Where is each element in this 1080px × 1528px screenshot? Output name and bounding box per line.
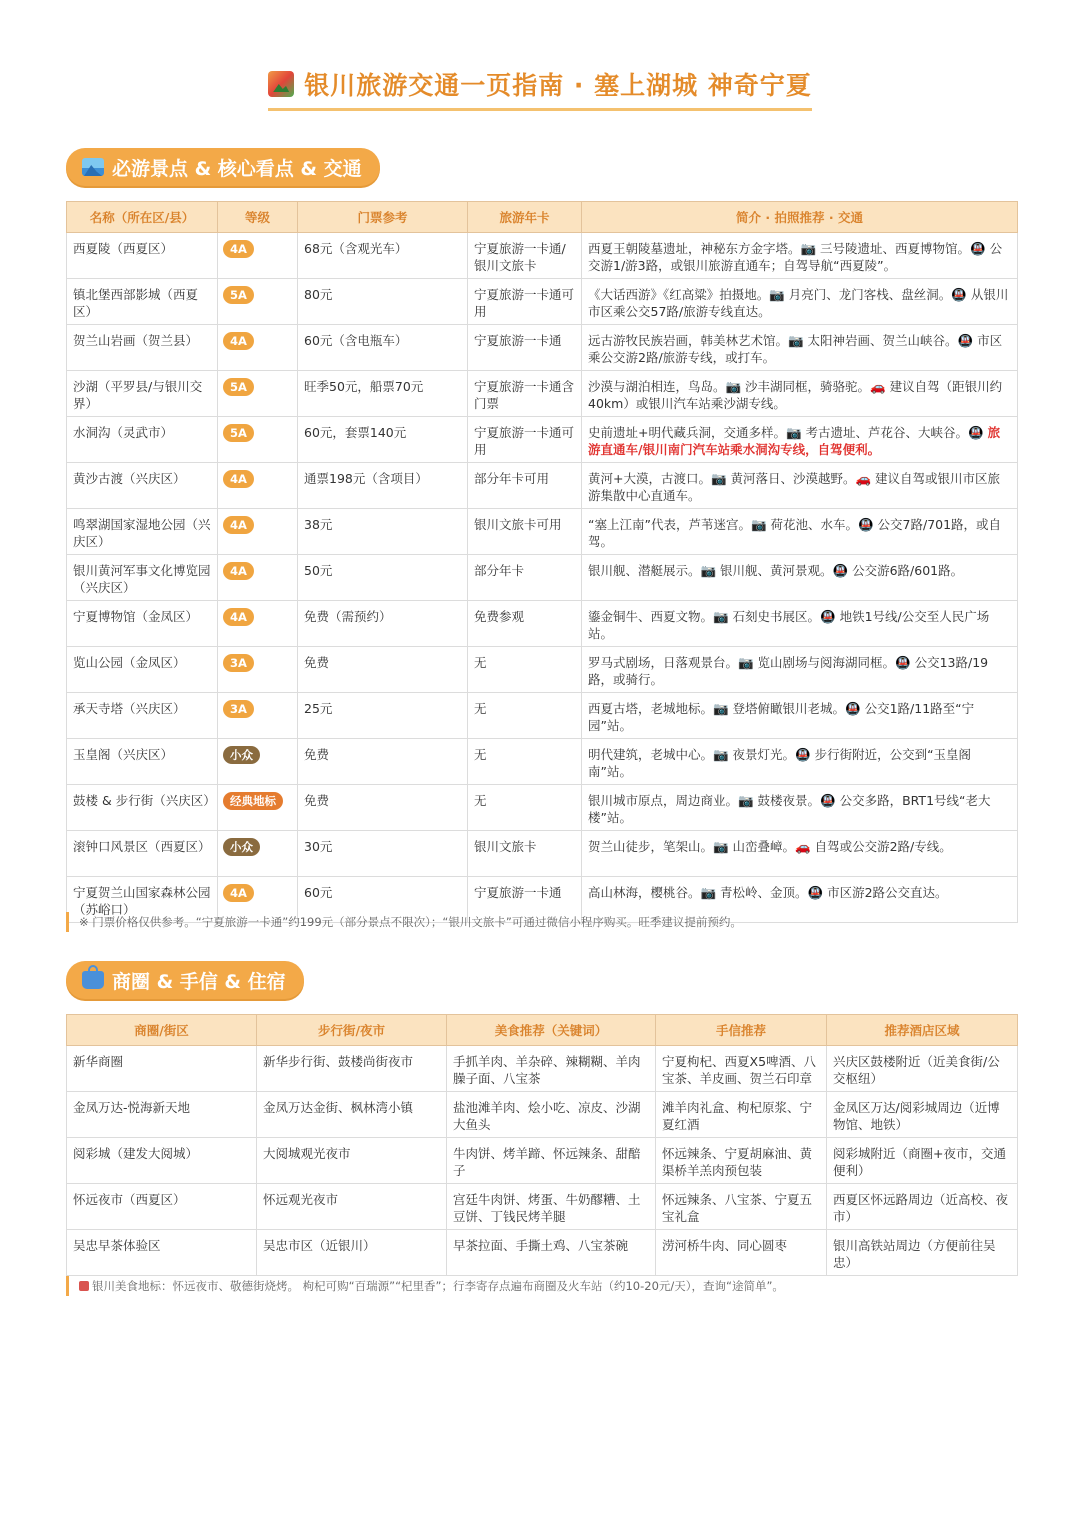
intro-cell bbox=[582, 463, 1018, 509]
level-cell bbox=[218, 555, 298, 601]
table-header: 旅游年卡 bbox=[468, 202, 582, 233]
travel-card: 宁夏旅游一卡通可用 bbox=[468, 417, 582, 463]
level-badge: 4A bbox=[223, 516, 254, 534]
intro-cell bbox=[582, 509, 1018, 555]
intro-cell bbox=[582, 831, 1018, 877]
intro-cell bbox=[582, 417, 1018, 463]
table-row bbox=[67, 785, 1018, 831]
ticket-price: 免费（需预约） bbox=[298, 601, 468, 647]
table-cell: 宫廷牛肉饼、烤蛋、牛奶醪糟、土豆饼、丁钱民烤羊腿 bbox=[447, 1184, 656, 1230]
intro-cell bbox=[582, 325, 1018, 371]
table-cell: 怀远辣条、八宝茶、宁夏五宝礼盒 bbox=[656, 1184, 827, 1230]
level-cell bbox=[218, 509, 298, 555]
level-badge: 4A bbox=[223, 562, 254, 580]
table-row bbox=[67, 1230, 1018, 1276]
travel-card: 无 bbox=[468, 785, 582, 831]
table-header: 美食推荐（关键词） bbox=[447, 1015, 656, 1046]
intro-text: 沙漠与湖泊相连，鸟岛。📷 沙丰湖同框，骑骆驼。🚗 建议自驾（距银川约40km）或银川汽车站乘沙湖专线。 bbox=[588, 379, 1003, 411]
shopping-note bbox=[66, 1276, 784, 1296]
table-cell: 宁夏枸杞、西夏X5啤酒、八宝茶、羊皮画、贺兰石印章 bbox=[656, 1046, 827, 1092]
landscape-icon bbox=[268, 71, 294, 97]
intro-text: 《大话西游》《红高粱》拍摄地。📷 月亮门、龙门客栈、盘丝洞。🚇 从银川市区乘公交57路/旅游专线直达。 bbox=[588, 287, 1009, 319]
table-header: 等级 bbox=[218, 202, 298, 233]
table-cell: 怀远夜市（西夏区） bbox=[67, 1184, 257, 1230]
page-title bbox=[268, 66, 812, 111]
intro-highlight: 旅游直通车/银川南门汽车站乘水洞沟专线，自驾便利。 bbox=[588, 425, 1001, 457]
level-cell bbox=[218, 463, 298, 509]
travel-card: 无 bbox=[468, 693, 582, 739]
level-badge: 4A bbox=[223, 470, 254, 488]
section-shopping-label: 商圈 & 手信 & 住宿 bbox=[112, 970, 286, 993]
ticket-price: 免费 bbox=[298, 739, 468, 785]
intro-text: 银川城市原点，周边商业。📷 鼓楼夜景。🚇 公交多路，BRT1号线“老大楼”站。 bbox=[588, 793, 991, 825]
table-cell: 滩羊肉礼盒、枸杞原浆、宁夏红酒 bbox=[656, 1092, 827, 1138]
table-row bbox=[67, 463, 1018, 509]
attraction-name: 黄沙古渡（兴庆区） bbox=[67, 463, 218, 509]
level-badge: 3A bbox=[223, 700, 254, 718]
intro-text: 西夏古塔，老城地标。📷 登塔俯瞰银川老城。🚇 公交1路/11路至“宁园”站。 bbox=[588, 701, 975, 733]
ticket-price: 68元（含观光车） bbox=[298, 233, 468, 279]
table-cell: 兴庆区鼓楼附近（近美食街/公交枢纽） bbox=[827, 1046, 1018, 1092]
attraction-name: 银川黄河军事文化博览园（兴庆区） bbox=[67, 555, 218, 601]
travel-card: 无 bbox=[468, 739, 582, 785]
intro-text: 高山林海，樱桃谷。📷 青松岭、金顶。🚇 市区游2路公交直达。 bbox=[588, 885, 948, 900]
food-icon bbox=[79, 1281, 89, 1291]
table-cell: 手抓羊肉、羊杂碎、辣糊糊、羊肉臊子面、八宝茶 bbox=[447, 1046, 656, 1092]
table-row bbox=[67, 1184, 1018, 1230]
table-header: 推荐酒店区域 bbox=[827, 1015, 1018, 1046]
table-row bbox=[67, 509, 1018, 555]
table-row bbox=[67, 1138, 1018, 1184]
intro-cell bbox=[582, 785, 1018, 831]
level-cell bbox=[218, 417, 298, 463]
table-cell: 大阅城观光夜市 bbox=[257, 1138, 447, 1184]
intro-cell bbox=[582, 371, 1018, 417]
level-cell bbox=[218, 785, 298, 831]
attraction-name: 玉皇阁（兴庆区） bbox=[67, 739, 218, 785]
table-header: 步行街/夜市 bbox=[257, 1015, 447, 1046]
level-cell bbox=[218, 693, 298, 739]
page-title-text: 银川旅游交通一页指南 · 塞上湖城 神奇宁夏 bbox=[304, 71, 812, 100]
ticket-price: 60元 bbox=[298, 877, 468, 923]
level-badge: 5A bbox=[223, 286, 254, 304]
table-header: 商圈/街区 bbox=[67, 1015, 257, 1046]
section-attractions-label: 必游景点 & 核心看点 & 交通 bbox=[112, 157, 362, 180]
ticket-price: 免费 bbox=[298, 785, 468, 831]
table-cell: 牛肉饼、烤羊蹄、怀远辣条、甜醅子 bbox=[447, 1138, 656, 1184]
intro-text: 黄河+大漠，古渡口。📷 黄河落日、沙漠越野。🚗 建议自驾或银川市区旅游集散中心直通车。 bbox=[588, 471, 1001, 503]
table-row bbox=[67, 647, 1018, 693]
intro-text: 西夏王朝陵墓遗址，神秘东方金字塔。📷 三号陵遗址、西夏博物馆。🚇 公交游1/游3路，或银川旅游直通车；自驾导航“西夏陵”。 bbox=[588, 241, 1003, 273]
intro-cell bbox=[582, 601, 1018, 647]
table-header: 简介 · 拍照推荐 · 交通 bbox=[582, 202, 1018, 233]
ticket-price: 60元（含电瓶车） bbox=[298, 325, 468, 371]
intro-text: “塞上江南”代表，芦苇迷宫。📷 荷花池、水车。🚇 公交7路/701路，或自驾。 bbox=[588, 517, 1002, 549]
table-cell: 金凤万达金街、枫林湾小镇 bbox=[257, 1092, 447, 1138]
table-row bbox=[67, 1092, 1018, 1138]
ticket-price: 38元 bbox=[298, 509, 468, 555]
table-header: 门票参考 bbox=[298, 202, 468, 233]
level-cell bbox=[218, 325, 298, 371]
table-cell: 阅彩城附近（商圈+夜市，交通便利） bbox=[827, 1138, 1018, 1184]
table-cell: 银川高铁站周边（方便前往吴忠） bbox=[827, 1230, 1018, 1276]
attraction-name: 鸣翠湖国家湿地公园（兴庆区） bbox=[67, 509, 218, 555]
intro-cell bbox=[582, 647, 1018, 693]
level-badge: 5A bbox=[223, 424, 254, 442]
table-row bbox=[67, 739, 1018, 785]
travel-card: 免费参观 bbox=[468, 601, 582, 647]
ticket-price: 60元，套票140元 bbox=[298, 417, 468, 463]
table-cell: 怀远辣条、宁夏胡麻油、黄渠桥羊羔肉预包装 bbox=[656, 1138, 827, 1184]
travel-card: 无 bbox=[468, 647, 582, 693]
table-cell: 新华商圈 bbox=[67, 1046, 257, 1092]
travel-card: 宁夏旅游一卡通 bbox=[468, 325, 582, 371]
table-row bbox=[67, 693, 1018, 739]
table-cell: 西夏区怀远路周边（近高校、夜市） bbox=[827, 1184, 1018, 1230]
table-cell: 金凤万达-悦海新天地 bbox=[67, 1092, 257, 1138]
intro-cell bbox=[582, 555, 1018, 601]
table-row bbox=[67, 279, 1018, 325]
ticket-price: 30元 bbox=[298, 831, 468, 877]
attractions-table bbox=[66, 201, 1018, 923]
level-cell bbox=[218, 831, 298, 877]
level-badge: 小众 bbox=[223, 746, 260, 764]
attraction-name: 宁夏博物馆（金凤区） bbox=[67, 601, 218, 647]
attraction-name: 滚钟口风景区（西夏区） bbox=[67, 831, 218, 877]
shopping-note-text: 银川美食地标：怀远夜市、敬德街烧烤。 枸杞可购“百瑞源”“杞里香”；行李寄存点遍布商圈及火车站（约10-20元/天），查询“途简单”。 bbox=[92, 1279, 784, 1293]
level-badge: 3A bbox=[223, 654, 254, 672]
travel-card: 部分年卡 bbox=[468, 555, 582, 601]
level-cell bbox=[218, 279, 298, 325]
table-row bbox=[67, 831, 1018, 877]
table-cell: 盐池滩羊肉、烩小吃、凉皮、沙湖大鱼头 bbox=[447, 1092, 656, 1138]
table-row bbox=[67, 233, 1018, 279]
level-badge: 4A bbox=[223, 332, 254, 350]
page-title-wrap bbox=[0, 66, 1080, 111]
attraction-name: 镇北堡西部影城（西夏区） bbox=[67, 279, 218, 325]
intro-cell bbox=[582, 693, 1018, 739]
attraction-name: 宁夏贺兰山国家森林公园（苏峪口） bbox=[67, 877, 218, 923]
intro-text: 银川舰、潜艇展示。📷 银川舰、黄河景观。🚇 公交游6路/601路。 bbox=[588, 563, 964, 578]
shopping-table bbox=[66, 1014, 1018, 1276]
intro-text: 明代建筑，老城中心。📷 夜景灯光。🚇 步行街附近，公交到“玉皇阁南”站。 bbox=[588, 747, 972, 779]
travel-card: 部分年卡可用 bbox=[468, 463, 582, 509]
travel-card: 宁夏旅游一卡通 bbox=[468, 877, 582, 923]
level-badge: 经典地标 bbox=[223, 792, 283, 810]
level-badge: 小众 bbox=[223, 838, 260, 856]
table-cell: 吴忠早茶体验区 bbox=[67, 1230, 257, 1276]
table-cell: 涝河桥牛肉、同心圆枣 bbox=[656, 1230, 827, 1276]
attractions-note: ※ 门票价格仅供参考。“宁夏旅游一卡通”约199元（部分景点不限次）；“银川文旅卡”可通过微信小程序购买。旺季建议提前预约。 bbox=[66, 912, 742, 932]
table-cell: 新华步行街、鼓楼尚街夜市 bbox=[257, 1046, 447, 1092]
intro-text: 罗马式剧场，日落观景台。📷 览山剧场与阅海湖同框。🚇 公交13路/19路，或骑行。 bbox=[588, 655, 989, 687]
table-row bbox=[67, 555, 1018, 601]
table-row bbox=[67, 1046, 1018, 1092]
attraction-name: 西夏陵（西夏区） bbox=[67, 233, 218, 279]
table-header: 名称（所在区/县） bbox=[67, 202, 218, 233]
intro-cell bbox=[582, 739, 1018, 785]
table-cell: 金凤区万达/阅彩城周边（近博物馆、地铁） bbox=[827, 1092, 1018, 1138]
attraction-name: 鼓楼 & 步行街（兴庆区） bbox=[67, 785, 218, 831]
table-cell: 怀远观光夜市 bbox=[257, 1184, 447, 1230]
intro-text: 贺兰山徒步，笔架山。📷 山峦叠嶂。🚗 自驾或公交游2路/专线。 bbox=[588, 839, 952, 854]
attraction-name: 沙湖（平罗县/与银川交界） bbox=[67, 371, 218, 417]
ticket-price: 25元 bbox=[298, 693, 468, 739]
table-header: 手信推荐 bbox=[656, 1015, 827, 1046]
travel-card: 宁夏旅游一卡通/银川文旅卡 bbox=[468, 233, 582, 279]
level-cell bbox=[218, 371, 298, 417]
attraction-name: 览山公园（金凤区） bbox=[67, 647, 218, 693]
mountain-icon bbox=[82, 158, 104, 176]
table-row bbox=[67, 325, 1018, 371]
intro-cell bbox=[582, 279, 1018, 325]
ticket-price: 50元 bbox=[298, 555, 468, 601]
level-badge: 4A bbox=[223, 240, 254, 258]
table-row bbox=[67, 601, 1018, 647]
level-cell bbox=[218, 601, 298, 647]
table-row bbox=[67, 371, 1018, 417]
attraction-name: 承天寺塔（兴庆区） bbox=[67, 693, 218, 739]
table-cell: 早茶拉面、手撕土鸡、八宝茶碗 bbox=[447, 1230, 656, 1276]
table-row bbox=[67, 417, 1018, 463]
section-attractions-header bbox=[66, 148, 380, 186]
travel-card: 宁夏旅游一卡通含门票 bbox=[468, 371, 582, 417]
level-badge: 4A bbox=[223, 608, 254, 626]
ticket-price: 80元 bbox=[298, 279, 468, 325]
attraction-name: 贺兰山岩画（贺兰县） bbox=[67, 325, 218, 371]
level-cell bbox=[218, 739, 298, 785]
intro-cell bbox=[582, 233, 1018, 279]
attraction-name: 水洞沟（灵武市） bbox=[67, 417, 218, 463]
intro-text: 史前遗址+明代藏兵洞，交通多样。📷 考古遗址、芦花谷、大峡谷。🚇 bbox=[588, 425, 988, 440]
section-shopping-header bbox=[66, 961, 304, 999]
level-cell bbox=[218, 647, 298, 693]
travel-card: 银川文旅卡可用 bbox=[468, 509, 582, 555]
table-cell: 阅彩城（建发大阅城） bbox=[67, 1138, 257, 1184]
ticket-price: 通票198元（含项目） bbox=[298, 463, 468, 509]
travel-card: 银川文旅卡 bbox=[468, 831, 582, 877]
level-badge: 4A bbox=[223, 884, 254, 902]
ticket-price: 旺季50元，船票70元 bbox=[298, 371, 468, 417]
ticket-price: 免费 bbox=[298, 647, 468, 693]
level-badge: 5A bbox=[223, 378, 254, 396]
table-cell: 吴忠市区（近银川） bbox=[257, 1230, 447, 1276]
intro-text: 鎏金铜牛、西夏文物。📷 石刻史书展区。🚇 地铁1号线/公交至人民广场站。 bbox=[588, 609, 990, 641]
shopping-bag-icon bbox=[82, 971, 104, 989]
intro-text: 远古游牧民族岩画，韩美林艺术馆。📷 太阳神岩画、贺兰山峡谷。🚇 市区乘公交游2路/旅游专线，或打车。 bbox=[588, 333, 1003, 365]
travel-card: 宁夏旅游一卡通可用 bbox=[468, 279, 582, 325]
level-cell bbox=[218, 233, 298, 279]
